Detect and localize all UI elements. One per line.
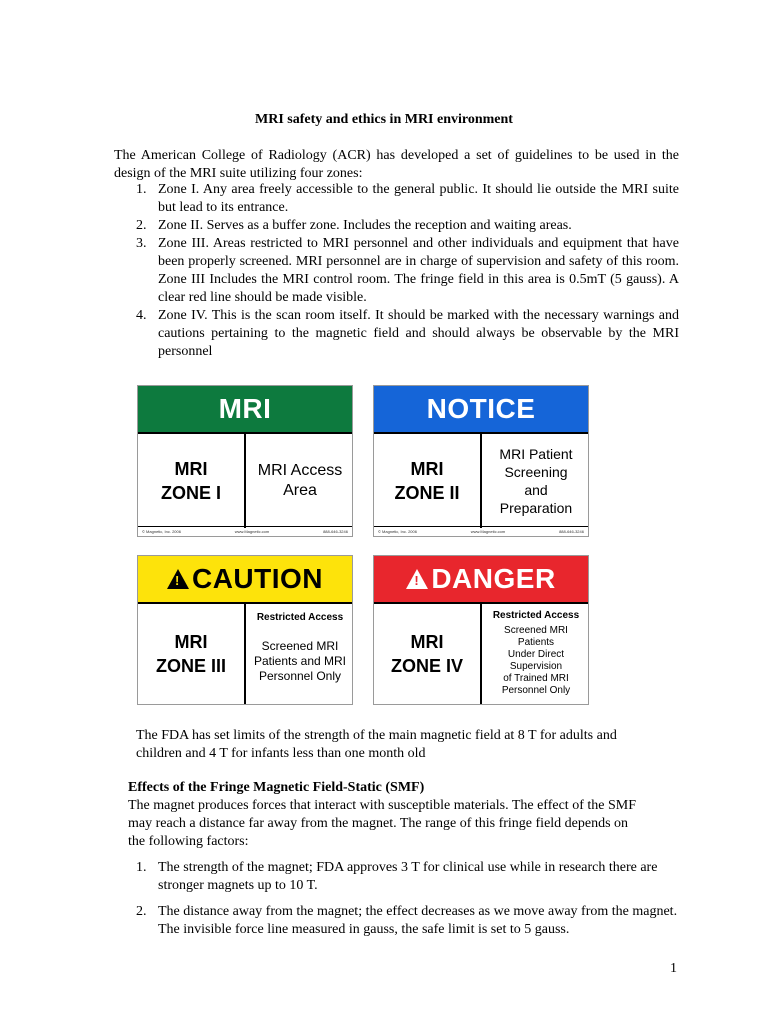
warning-icon: [167, 569, 189, 589]
list-item-text: Zone IV. This is the scan room itself. It should be marked with the necessary warnings and cautions pertaining to the magnetic field and should always be observable by the MRI personnel: [158, 308, 679, 359]
list-number: 1.: [136, 860, 147, 875]
intro-paragraph: The American College of Radiology (ACR) has developed a set of guidelines to be used in the design of the MRI suite utilizing four zones:: [114, 148, 679, 181]
sign-description: Restricted Access Screened MRI Patients and MRI Personnel Only: [246, 604, 354, 704]
list-number: 2.: [136, 904, 147, 919]
warning-icon: [406, 569, 428, 589]
list-item-text: Zone III. Areas restricted to MRI personnel and other individuals and equipment that have been properly screened. MRI personnel are in charge of supervision and safety of this room. Zone III Includes the MRI control room. The fringe field in this area is 0.5mT (5 gauss). A clear red line should be made visible.: [158, 236, 679, 305]
sign-zone-3: [137, 555, 353, 705]
list-number: 4.: [136, 308, 147, 323]
list-item: [114, 217, 679, 235]
list-number: 2.: [136, 218, 147, 233]
list-item: [128, 903, 688, 939]
section-paragraph: The magnet produces forces that interact with susceptible materials. The effect of the SMF may reach a distance far away from the magnet. The range of this fringe field depends on the following factors:: [128, 798, 636, 849]
sign-header: NOTICE: [374, 386, 588, 434]
list-item: [114, 307, 679, 361]
list-item: [114, 181, 679, 217]
fda-paragraph: The FDA has set limits of the strength of the main magnetic field at 8 T for adults and children and 4 T for infants less than one month old: [136, 728, 617, 761]
list-item: [114, 235, 679, 307]
sign-zone-2: [373, 385, 589, 537]
list-item-text: Zone II. Serves as a buffer zone. Includes the reception and waiting areas.: [158, 218, 572, 233]
restricted-access-label: Restricted Access: [492, 610, 580, 621]
sign-footer: © Magnetic, Inc. 2006 www.Magnetic.com 888-646-3246: [138, 526, 352, 536]
sign-zone-1: [137, 385, 353, 537]
sign-zone-label: MRI ZONE IV: [374, 604, 482, 704]
list-item: [128, 859, 688, 895]
page-number: 1: [670, 961, 677, 976]
list-item-text: The distance away from the magnet; the effect decreases as we move away from the magnet. The invisible force line measured in gauss, the safe limit is set to 5 gauss.: [158, 904, 678, 937]
restricted-access-label: Restricted Access: [256, 612, 344, 623]
sign-description: MRI Access Area: [257, 462, 343, 499]
sign-header: ! DANGER: [374, 556, 588, 604]
list-item-text: The strength of the magnet; FDA approves 3 T for clinical use while in research there are stronger magnets up to 10 T.: [158, 860, 658, 893]
zones-list: [114, 181, 679, 361]
list-number: 3.: [136, 236, 147, 251]
sign-description: MRI Patient Screening and Preparation: [499, 446, 573, 516]
factors-list: [128, 859, 688, 947]
page-title: MRI safety and ethics in MRI environment: [255, 112, 513, 127]
list-number: 1.: [136, 182, 147, 197]
sign-zone-label: MRI ZONE II: [374, 434, 482, 528]
section-heading: Effects of the Fringe Magnetic Field-Static (SMF): [128, 780, 425, 795]
sign-zone-label: MRI ZONE I: [138, 434, 246, 528]
sign-footer: © Magnetic, Inc. 2006 www.Magnetic.com 888-646-3246: [374, 526, 588, 536]
sign-description: Restricted Access Screened MRI Patients Under Direct Supervision of Trained MRI Personnel Only: [482, 604, 590, 704]
list-item-text: Zone I. Any area freely accessible to the general public. It should lie outside the MRI suite but lead to its entrance.: [158, 182, 679, 215]
sign-header: ! CAUTION: [138, 556, 352, 604]
sign-zone-label: MRI ZONE III: [138, 604, 246, 704]
sign-zone-4: [373, 555, 589, 705]
sign-header: MRI: [138, 386, 352, 434]
